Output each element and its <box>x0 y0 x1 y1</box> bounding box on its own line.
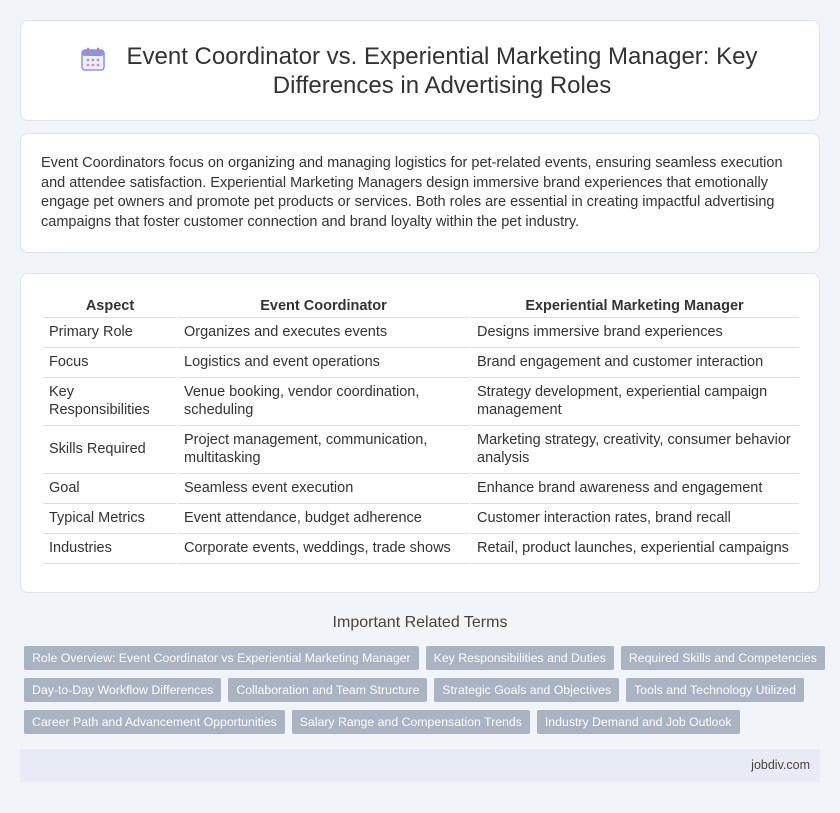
table-row <box>43 474 799 504</box>
table-cell: Brand engagement and customer interaction <box>470 348 799 378</box>
tag-row <box>24 710 804 734</box>
footer <box>20 749 820 782</box>
table-cell: Venue booking, vendor coordination, scheduling <box>177 378 470 426</box>
table-cell: Event attendance, budget adherence <box>177 504 470 534</box>
table-cell: Key Responsibilities <box>43 378 177 426</box>
comparison-card <box>20 273 820 593</box>
related-terms <box>24 646 817 742</box>
header-event-coordinator: Event Coordinator <box>177 294 470 318</box>
table-cell: Designs immersive brand experiences <box>470 318 799 348</box>
intro-card <box>20 133 820 253</box>
table-cell: Customer interaction rates, brand recall <box>470 504 799 534</box>
table-cell: Project management, communication, multitasking <box>177 426 470 474</box>
related-term-tag[interactable]: Day-to-Day Workflow Differences <box>24 678 221 702</box>
table-header-row <box>43 294 799 318</box>
tag-row <box>24 646 817 670</box>
table-cell: Skills Required <box>43 426 177 474</box>
header-experiential-marketing-manager: Experiential Marketing Manager <box>470 294 799 318</box>
table-row <box>43 348 799 378</box>
related-terms-title: Important Related Terms <box>332 614 508 631</box>
table-row <box>43 426 799 474</box>
related-term-tag[interactable]: Tools and Technology Utilized <box>626 678 804 702</box>
table-cell: Marketing strategy, creativity, consumer behavior analysis <box>470 426 799 474</box>
table-cell: Enhance brand awareness and engagement <box>470 474 799 504</box>
table-row <box>43 534 799 564</box>
intro-text: Event Coordinators focus on organizing and managing logistics for pet-related events, ensuring seamless execution and attendee satisfaction. Experiential Marketing Managers design immersive brand experiences that emotionally engage pet owners and promote pet products or services. Both roles are essential in creating impactful advertising campaigns that foster customer connection and brand loyalty within the pet industry. <box>41 155 783 230</box>
table-row <box>43 504 799 534</box>
title-wrap <box>80 42 760 100</box>
related-term-tag[interactable]: Collaboration and Team Structure <box>228 678 427 702</box>
table-cell: Typical Metrics <box>43 504 177 534</box>
table-cell: Primary Role <box>43 318 177 348</box>
table-cell: Focus <box>43 348 177 378</box>
related-term-tag[interactable]: Role Overview: Event Coordinator vs Experiential Marketing Manager <box>24 646 419 670</box>
comparison-table <box>43 294 799 564</box>
table-cell: Industries <box>43 534 177 564</box>
title-card <box>20 20 820 121</box>
header-aspect: Aspect <box>43 294 177 318</box>
related-term-tag[interactable]: Required Skills and Competencies <box>621 646 825 670</box>
related-term-tag[interactable]: Strategic Goals and Objectives <box>434 678 619 702</box>
page-title: Event Coordinator vs. Experiential Marketing Manager: Key Differences in Advertising Roles <box>126 42 758 99</box>
calendar-icon <box>80 46 106 72</box>
related-term-tag[interactable]: Key Responsibilities and Duties <box>426 646 614 670</box>
related-term-tag[interactable]: Career Path and Advancement Opportunities <box>24 710 285 734</box>
footer-site-link[interactable]: jobdiv.com <box>751 758 810 772</box>
related-term-tag[interactable]: Industry Demand and Job Outlook <box>537 710 740 734</box>
table-cell: Retail, product launches, experiential campaigns <box>470 534 799 564</box>
table-cell: Strategy development, experiential campaign management <box>470 378 799 426</box>
table-row <box>43 378 799 426</box>
table-cell: Organizes and executes events <box>177 318 470 348</box>
table-row <box>43 318 799 348</box>
table-cell: Logistics and event operations <box>177 348 470 378</box>
table-cell: Goal <box>43 474 177 504</box>
related-term-tag[interactable]: Salary Range and Compensation Trends <box>292 710 530 734</box>
table-cell: Seamless event execution <box>177 474 470 504</box>
tag-row <box>24 678 804 702</box>
table-cell: Corporate events, weddings, trade shows <box>177 534 470 564</box>
